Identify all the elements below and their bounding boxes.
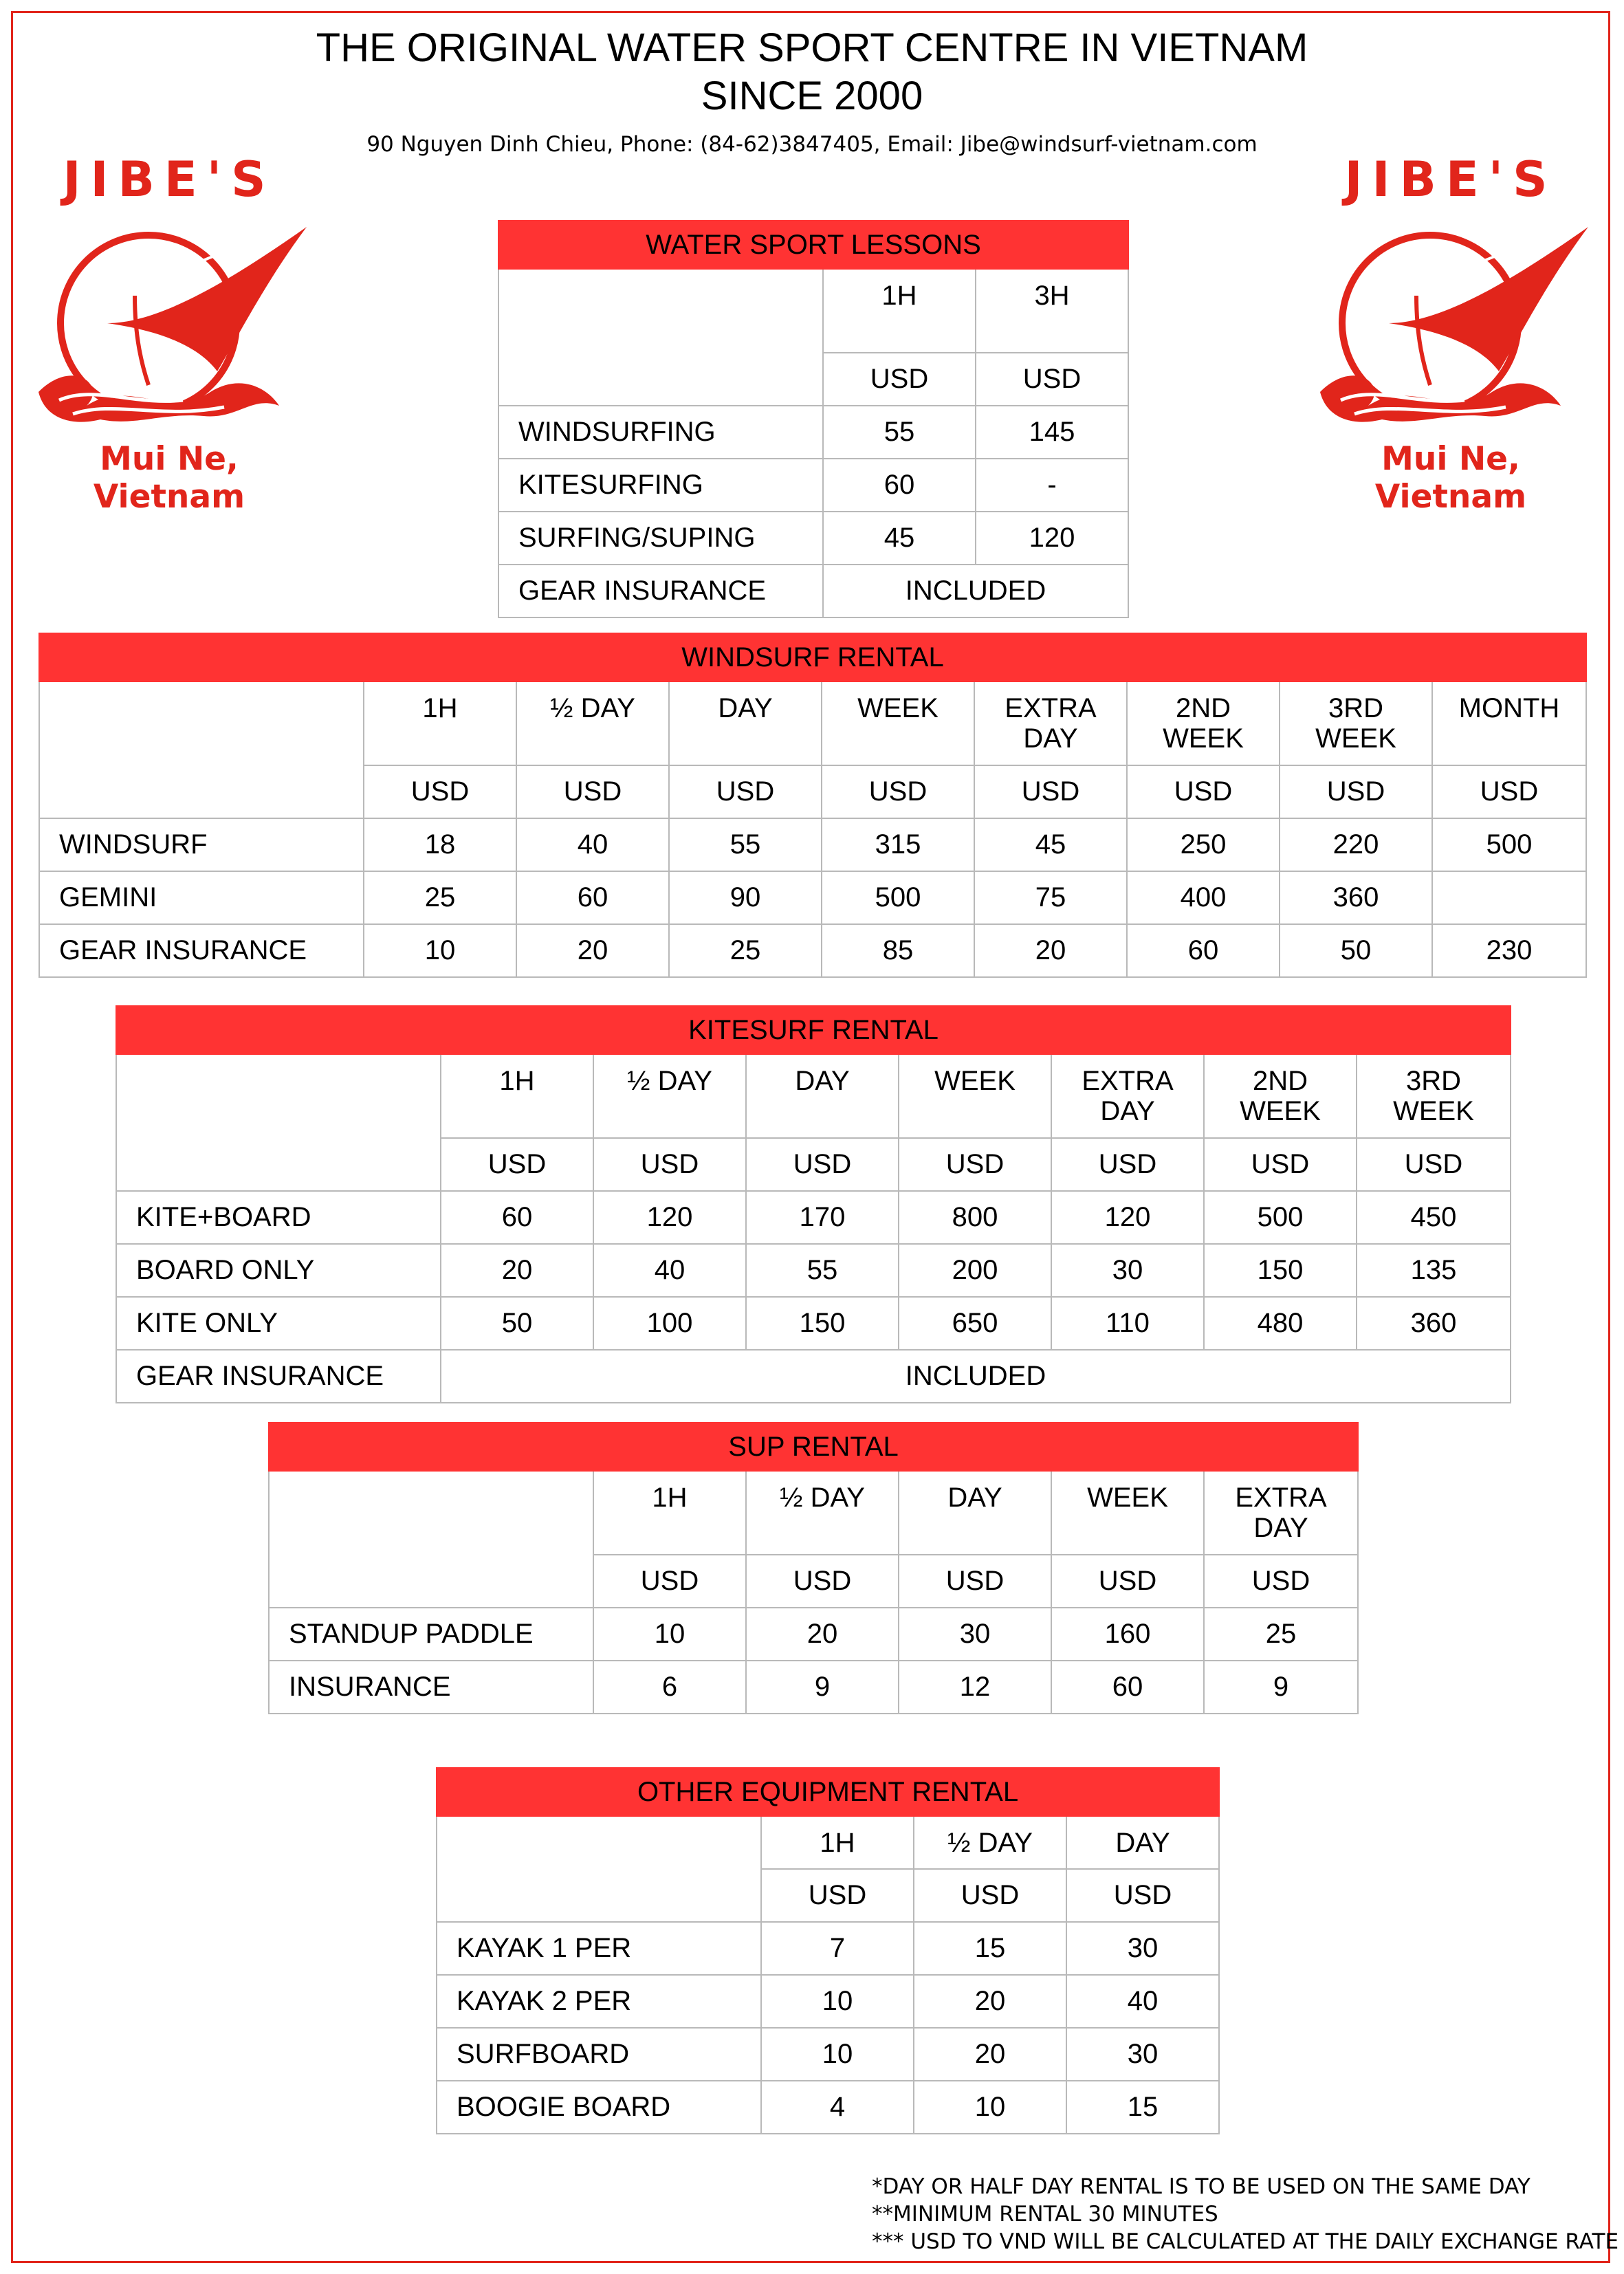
price-cell: 25: [364, 871, 516, 924]
price-cell: 25: [1204, 1608, 1358, 1661]
kitesurf-title: KITESURF RENTAL: [116, 1006, 1511, 1054]
table-row: [116, 1191, 1511, 1244]
currency-header: USD: [976, 353, 1128, 406]
blank-cell: [269, 1471, 593, 1608]
table-row: [498, 406, 1128, 459]
sup-title: SUP RENTAL: [269, 1423, 1358, 1471]
price-cell: 60: [1127, 924, 1280, 977]
price-cell: 500: [1432, 818, 1586, 871]
price-cell: 12: [899, 1661, 1051, 1714]
price-cell: 160: [1051, 1608, 1204, 1661]
row-label: KAYAK 2 PER: [437, 1975, 761, 2028]
price-cell: 360: [1280, 871, 1432, 924]
windsurf-table: [39, 633, 1587, 978]
currency-header: USD: [1051, 1138, 1204, 1191]
price-cell: 110: [1051, 1297, 1204, 1350]
price-cell: 20: [914, 1975, 1066, 2028]
price-cell: 7: [761, 1922, 914, 1975]
table-row: [269, 1661, 1358, 1714]
table-row: [437, 2081, 1219, 2134]
period-header: 1H: [823, 269, 976, 353]
period-header: ½ DAY: [914, 1816, 1066, 1869]
price-cell: 20: [746, 1608, 899, 1661]
page-subtitle: SINCE 2000: [701, 74, 923, 118]
currency-header: USD: [1280, 765, 1432, 818]
row-label: SURFBOARD: [437, 2028, 761, 2081]
currency-header: USD: [914, 1869, 1066, 1922]
currency-header: USD: [1204, 1138, 1357, 1191]
price-cell: 4: [761, 2081, 914, 2134]
period-header: 1H: [441, 1054, 593, 1138]
price-cell: 20: [974, 924, 1127, 977]
blank-cell: [437, 1816, 761, 1922]
currency-header: USD: [746, 1555, 899, 1608]
price-cell: 45: [974, 818, 1127, 871]
sail-globe-logo-icon: [32, 220, 307, 440]
price-cell: 150: [746, 1297, 899, 1350]
row-label: WINDSURF: [39, 818, 364, 871]
price-cell: 20: [441, 1244, 593, 1297]
currency-header: USD: [593, 1555, 746, 1608]
price-cell: 120: [976, 512, 1128, 565]
currency-header: USD: [593, 1138, 746, 1191]
price-cell: 10: [364, 924, 516, 977]
price-cell: 20: [914, 2028, 1066, 2081]
sup-table: [268, 1422, 1359, 1714]
price-cell: INCLUDED: [441, 1350, 1511, 1403]
price-cell: 100: [593, 1297, 746, 1350]
currency-header: USD: [899, 1138, 1051, 1191]
row-label: INSURANCE: [269, 1661, 593, 1714]
price-cell: 55: [823, 406, 976, 459]
price-cell: 500: [822, 871, 974, 924]
period-header: MONTH: [1432, 681, 1586, 765]
table-row: [116, 1350, 1511, 1403]
price-cell: 40: [516, 818, 669, 871]
price-cell: 10: [593, 1608, 746, 1661]
logo-brand: JIBE'S: [1344, 151, 1557, 208]
row-label: GEMINI: [39, 871, 364, 924]
logo-location: Mui Ne, Vietnam: [93, 440, 245, 516]
price-cell: 500: [1204, 1191, 1357, 1244]
lessons-title: WATER SPORT LESSONS: [498, 221, 1128, 269]
currency-header: USD: [822, 765, 974, 818]
row-label: KITESURFING: [498, 459, 823, 512]
price-cell: 9: [1204, 1661, 1358, 1714]
table-row: [498, 512, 1128, 565]
price-cell: 145: [976, 406, 1128, 459]
price-cell: 60: [516, 871, 669, 924]
table-row: [116, 1297, 1511, 1350]
currency-header: USD: [761, 1869, 914, 1922]
price-cell: 150: [1204, 1244, 1357, 1297]
row-label: BOARD ONLY: [116, 1244, 441, 1297]
price-cell: 50: [441, 1297, 593, 1350]
period-header: 3RD WEEK: [1357, 1054, 1511, 1138]
blank-cell: [116, 1054, 441, 1191]
price-cell: 30: [899, 1608, 1051, 1661]
row-label: SURFING/SUPING: [498, 512, 823, 565]
table-row: [39, 818, 1586, 871]
period-header: DAY: [746, 1054, 899, 1138]
page-title: THE ORIGINAL WATER SPORT CENTRE IN VIETNAM: [316, 25, 1308, 70]
price-cell: 10: [914, 2081, 1066, 2134]
period-header: 1H: [761, 1816, 914, 1869]
row-label: STANDUP PADDLE: [269, 1608, 593, 1661]
period-header: DAY: [1066, 1816, 1219, 1869]
currency-header: USD: [1127, 765, 1280, 818]
other-equipment-table: [436, 1767, 1220, 2134]
currency-header: USD: [516, 765, 669, 818]
price-cell: 25: [669, 924, 822, 977]
jibes-logo-left: [32, 151, 307, 516]
contact-address: 90 Nguyen Dinh Chieu, Phone: (84-62)3847405, Email: Jibe@windsurf-vietnam.com: [366, 132, 1258, 157]
price-cell: 50: [1280, 924, 1432, 977]
row-label: KITE+BOARD: [116, 1191, 441, 1244]
kitesurf-table: [116, 1005, 1511, 1403]
currency-header: USD: [1204, 1555, 1358, 1608]
row-label: GEAR INSURANCE: [116, 1350, 441, 1403]
currency-header: USD: [746, 1138, 899, 1191]
price-cell: 800: [899, 1191, 1051, 1244]
price-cell: 45: [823, 512, 976, 565]
row-label: GEAR INSURANCE: [498, 565, 823, 617]
period-header: 3H: [976, 269, 1128, 353]
footnote: *DAY OR HALF DAY RENTAL IS TO BE USED ON THE SAME DAY: [872, 2174, 1530, 2199]
period-header: EXTRA DAY: [974, 681, 1127, 765]
other-title: OTHER EQUIPMENT RENTAL: [437, 1768, 1219, 1816]
price-cell: 120: [593, 1191, 746, 1244]
price-cell: 55: [746, 1244, 899, 1297]
price-cell: 20: [516, 924, 669, 977]
period-header: EXTRA DAY: [1051, 1054, 1204, 1138]
period-header: WEEK: [899, 1054, 1051, 1138]
currency-header: USD: [974, 765, 1127, 818]
price-cell: 170: [746, 1191, 899, 1244]
table-row: [116, 1244, 1511, 1297]
jibes-logo-right: [1313, 151, 1588, 516]
table-row: [437, 1922, 1219, 1975]
price-cell: 30: [1051, 1244, 1204, 1297]
price-cell: 450: [1357, 1191, 1511, 1244]
period-header: 1H: [364, 681, 516, 765]
table-row: [39, 871, 1586, 924]
footnotes: [872, 2173, 1618, 2255]
table-row: [437, 1975, 1219, 2028]
currency-header: USD: [364, 765, 516, 818]
price-cell: 9: [746, 1661, 899, 1714]
logo-brand: JIBE'S: [63, 151, 276, 208]
price-cell: 18: [364, 818, 516, 871]
price-cell: 60: [1051, 1661, 1204, 1714]
sail-globe-logo-icon: [1313, 220, 1588, 440]
period-header: ½ DAY: [746, 1471, 899, 1555]
price-cell: 60: [823, 459, 976, 512]
table-row: [498, 459, 1128, 512]
period-header: WEEK: [822, 681, 974, 765]
table-row: [269, 1608, 1358, 1661]
period-header: 3RD WEEK: [1280, 681, 1432, 765]
blank-cell: [39, 681, 364, 818]
currency-header: USD: [669, 765, 822, 818]
price-cell: 15: [1066, 2081, 1219, 2134]
period-header: DAY: [899, 1471, 1051, 1555]
price-cell: 10: [761, 1975, 914, 2028]
price-cell: -: [976, 459, 1128, 512]
currency-header: USD: [1432, 765, 1586, 818]
period-header: 2ND WEEK: [1127, 681, 1280, 765]
row-label: KAYAK 1 PER: [437, 1922, 761, 1975]
price-cell: 135: [1357, 1244, 1511, 1297]
price-cell: 30: [1066, 1922, 1219, 1975]
period-header: 1H: [593, 1471, 746, 1555]
currency-header: USD: [1357, 1138, 1511, 1191]
price-cell: 85: [822, 924, 974, 977]
table-row: [437, 2028, 1219, 2081]
price-cell: INCLUDED: [823, 565, 1128, 617]
price-cell: 120: [1051, 1191, 1204, 1244]
price-cell: 650: [899, 1297, 1051, 1350]
windsurf-title: WINDSURF RENTAL: [39, 633, 1586, 681]
price-cell: 30: [1066, 2028, 1219, 2081]
price-cell: 230: [1432, 924, 1586, 977]
row-label: KITE ONLY: [116, 1297, 441, 1350]
period-header: DAY: [669, 681, 822, 765]
footnote: *** USD TO VND WILL BE CALCULATED AT THE DAILY EXCHANGE RATE: [872, 2229, 1619, 2254]
footnote: **MINIMUM RENTAL 30 MINUTES: [872, 2202, 1218, 2227]
logo-location: Mui Ne, Vietnam: [1374, 440, 1527, 516]
price-cell: 250: [1127, 818, 1280, 871]
price-cell: 220: [1280, 818, 1432, 871]
price-cell: 400: [1127, 871, 1280, 924]
price-cell: 480: [1204, 1297, 1357, 1350]
price-cell: 15: [914, 1922, 1066, 1975]
price-cell: 75: [974, 871, 1127, 924]
currency-header: USD: [1051, 1555, 1204, 1608]
blank-cell: [498, 269, 823, 406]
period-header: 2ND WEEK: [1204, 1054, 1357, 1138]
row-label: BOOGIE BOARD: [437, 2081, 761, 2134]
price-cell: [1432, 871, 1586, 924]
lessons-table: [498, 220, 1129, 618]
price-cell: 6: [593, 1661, 746, 1714]
row-label: WINDSURFING: [498, 406, 823, 459]
price-cell: 40: [593, 1244, 746, 1297]
price-cell: 200: [899, 1244, 1051, 1297]
period-header: ½ DAY: [593, 1054, 746, 1138]
price-cell: 55: [669, 818, 822, 871]
row-label: GEAR INSURANCE: [39, 924, 364, 977]
price-cell: 315: [822, 818, 974, 871]
price-cell: 360: [1357, 1297, 1511, 1350]
currency-header: USD: [823, 353, 976, 406]
period-header: WEEK: [1051, 1471, 1204, 1555]
price-cell: 60: [441, 1191, 593, 1244]
price-cell: 40: [1066, 1975, 1219, 2028]
currency-header: USD: [441, 1138, 593, 1191]
period-header: ½ DAY: [516, 681, 669, 765]
table-row: [39, 924, 1586, 977]
price-cell: 10: [761, 2028, 914, 2081]
currency-header: USD: [1066, 1869, 1219, 1922]
price-cell: 90: [669, 871, 822, 924]
currency-header: USD: [899, 1555, 1051, 1608]
period-header: EXTRA DAY: [1204, 1471, 1358, 1555]
table-row: [498, 565, 1128, 617]
